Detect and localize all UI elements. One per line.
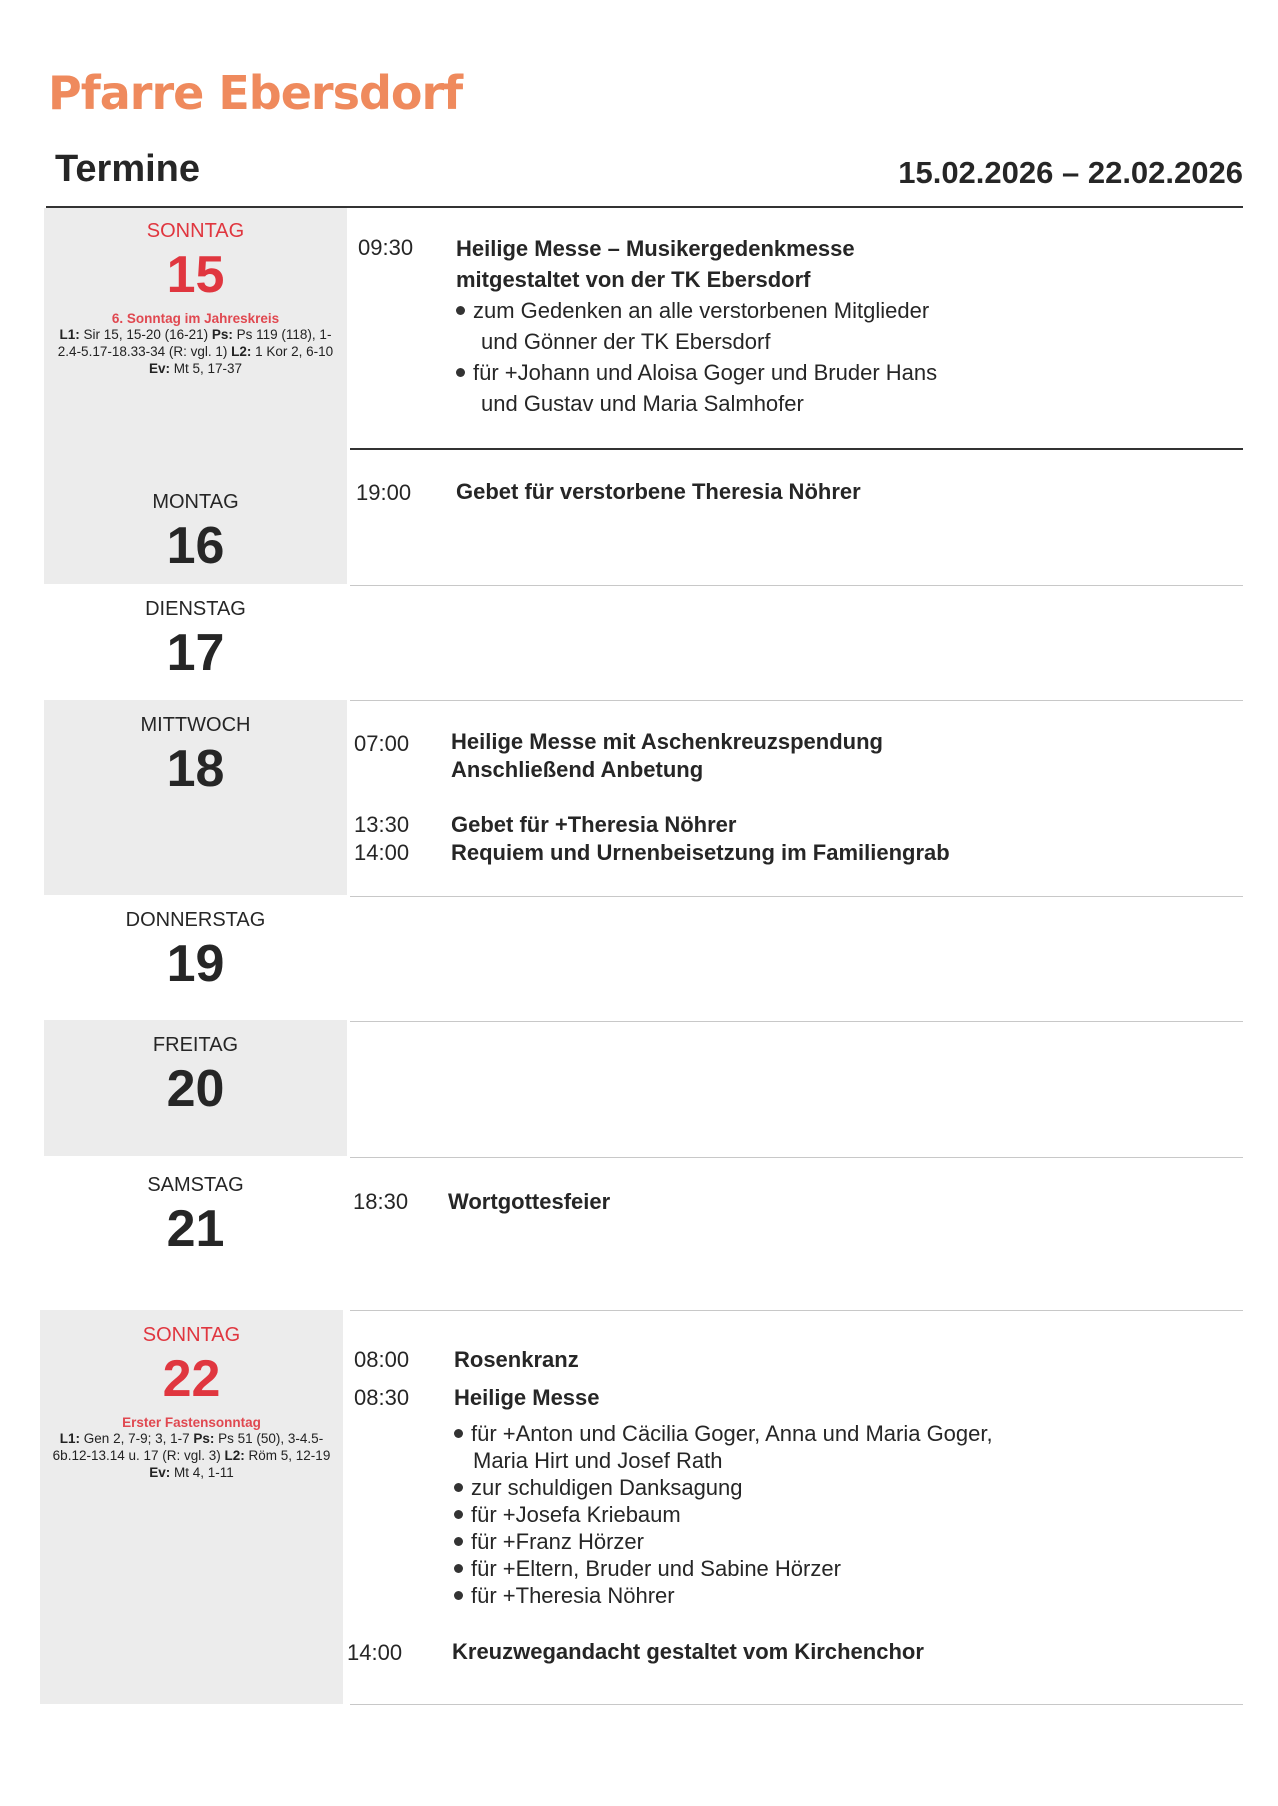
day-montag-16: [44, 449, 347, 584]
ps-label: Ps:: [193, 1431, 215, 1446]
event-title: [456, 233, 855, 295]
section-title: Termine: [55, 148, 201, 190]
weekday-label: SONNTAG: [146, 220, 245, 242]
event-title: Kreuzwegandacht gestaltet vom Kirchenchor: [452, 1639, 924, 1664]
event-title: Requiem und Urnenbeisetzung im Familiengrab: [451, 840, 950, 865]
day-number: 16: [166, 517, 225, 575]
event-time: 19:00: [356, 480, 412, 505]
intention-item: für +Anton und Cäcilia Goger, Anna und Maria Goger,: [454, 1420, 993, 1447]
event-time: 13:30: [354, 812, 410, 837]
weekday-label: DONNERSTAG: [125, 909, 266, 931]
l2-label: L2:: [231, 344, 252, 359]
intention-item: für +Franz Hörzer: [454, 1528, 993, 1555]
event-title-line2: mitgestaltet von der TK Ebersdorf: [456, 267, 811, 292]
bullet-icon: [454, 1429, 463, 1438]
intention-list: [454, 1420, 993, 1609]
day-number: 22: [162, 1350, 221, 1408]
day-sonntag-15: [44, 208, 347, 449]
liturgical-occasion: 6. Sonntag im Jahreskreis: [111, 311, 280, 326]
bullet-icon: [456, 306, 465, 315]
weekday-label: SAMSTAG: [147, 1174, 244, 1196]
day-divider: [350, 1310, 1243, 1311]
bullet-icon: [454, 1510, 463, 1519]
weekday-label: SONNTAG: [142, 1324, 241, 1346]
intention-item: für +Josefa Kriebaum: [454, 1501, 993, 1528]
bullet-icon: [454, 1537, 463, 1546]
intention-item: zum Gedenken an alle verstorbenen Mitglieder: [456, 295, 937, 326]
event-title: Wortgottesfeier: [448, 1189, 611, 1214]
weekday-label: MITTWOCH: [140, 714, 251, 736]
weekday-label: DIENSTAG: [145, 598, 246, 620]
ev-text: Mt 4, 1-11: [170, 1465, 234, 1480]
event-title-line2: Anschließend Anbetung: [451, 757, 704, 782]
ev-label: Ev:: [148, 361, 170, 376]
day-number: 15: [166, 246, 225, 304]
event-title: Heilige Messe: [454, 1385, 600, 1410]
day-divider: [350, 1157, 1243, 1158]
day-number: 17: [166, 624, 225, 682]
event-title: Gebet für +Theresia Nöhrer: [451, 812, 737, 837]
l2-text: Röm 5, 12-19: [244, 1448, 331, 1463]
ps-text: Ps 51 (50), 3-4.5-6b.12-13.14 u. 17 (R: vgl. 3): [52, 1431, 324, 1463]
readings: [40, 1430, 343, 1481]
intention-item: für +Theresia Nöhrer: [454, 1582, 993, 1609]
l2-text: 1 Kor 2, 6-10: [251, 344, 334, 359]
intention-continuation: und Gönner der TK Ebersdorf: [481, 329, 771, 354]
day-number: 19: [166, 935, 225, 993]
day-sonntag-22: [40, 1310, 343, 1704]
day-samstag-21: [44, 1158, 347, 1310]
bullet-icon: [456, 368, 465, 377]
intention-continuation: Maria Hirt und Josef Rath: [473, 1448, 723, 1473]
intention-continuation: und Gustav und Maria Salmhofer: [481, 391, 804, 416]
day-divider: [350, 448, 1243, 450]
readings: [44, 326, 347, 377]
event-time: 07:00: [354, 731, 410, 756]
ps-label: Ps:: [211, 327, 233, 342]
l1-label: L1:: [59, 1431, 81, 1446]
ev-label: Ev:: [149, 1465, 171, 1480]
day-divider: [350, 1021, 1243, 1022]
l1-label: L1:: [59, 327, 80, 342]
l2-label: L2:: [224, 1448, 245, 1463]
day-donnerstag-19: [44, 897, 347, 1021]
event-title: Gebet für verstorbene Theresia Nöhrer: [456, 479, 861, 504]
ev-text: Mt 5, 17-37: [169, 361, 243, 376]
liturgical-occasion: Erster Fastensonntag: [122, 1415, 261, 1430]
event-title-line1: Heilige Messe mit Aschenkreuzspendung: [451, 729, 883, 754]
bullet-icon: [454, 1591, 463, 1600]
event-time: 08:30: [354, 1385, 410, 1410]
date-range: 15.02.2026 – 22.02.2026: [898, 155, 1243, 190]
day-number: 18: [166, 740, 225, 798]
ps-text: Ps 119 (118), 1-2.4-5.17-18.33-34 (R: vgl. 1): [57, 327, 332, 359]
day-dienstag-17: [44, 586, 347, 700]
day-number: 20: [166, 1060, 225, 1118]
weekday-label: FREITAG: [152, 1034, 239, 1056]
event-title-line1: Heilige Messe – Musikergedenkmesse: [456, 236, 855, 261]
event-time: 14:00: [347, 1640, 403, 1665]
day-divider: [350, 1704, 1243, 1705]
bullet-icon: [454, 1564, 463, 1573]
intention-item: für +Johann und Aloisa Goger und Bruder Hans: [456, 357, 937, 388]
parish-title: Pfarre Ebersdorf: [48, 66, 463, 120]
weekday-label: MONTAG: [152, 491, 239, 513]
bullet-icon: [454, 1483, 463, 1492]
event-title: Rosenkranz: [454, 1347, 579, 1372]
intention-item: zur schuldigen Danksagung: [454, 1474, 993, 1501]
day-divider: [350, 585, 1243, 586]
intention-list: [456, 295, 937, 419]
day-freitag-20: [44, 1020, 347, 1156]
event-time: 08:00: [354, 1347, 410, 1372]
day-number: 21: [166, 1200, 225, 1258]
event-title: [451, 728, 883, 784]
l1-text: Sir 15, 15-20 (16-21): [79, 327, 212, 342]
day-divider: [350, 700, 1243, 701]
event-time: 14:00: [354, 840, 410, 865]
day-divider: [350, 896, 1243, 897]
l1-text: Gen 2, 7-9; 3, 1-7: [80, 1431, 194, 1446]
intention-item: für +Eltern, Bruder und Sabine Hörzer: [454, 1555, 993, 1582]
event-time: 09:30: [358, 235, 414, 260]
day-mittwoch-18: [44, 700, 347, 895]
event-time: 18:30: [353, 1189, 409, 1214]
